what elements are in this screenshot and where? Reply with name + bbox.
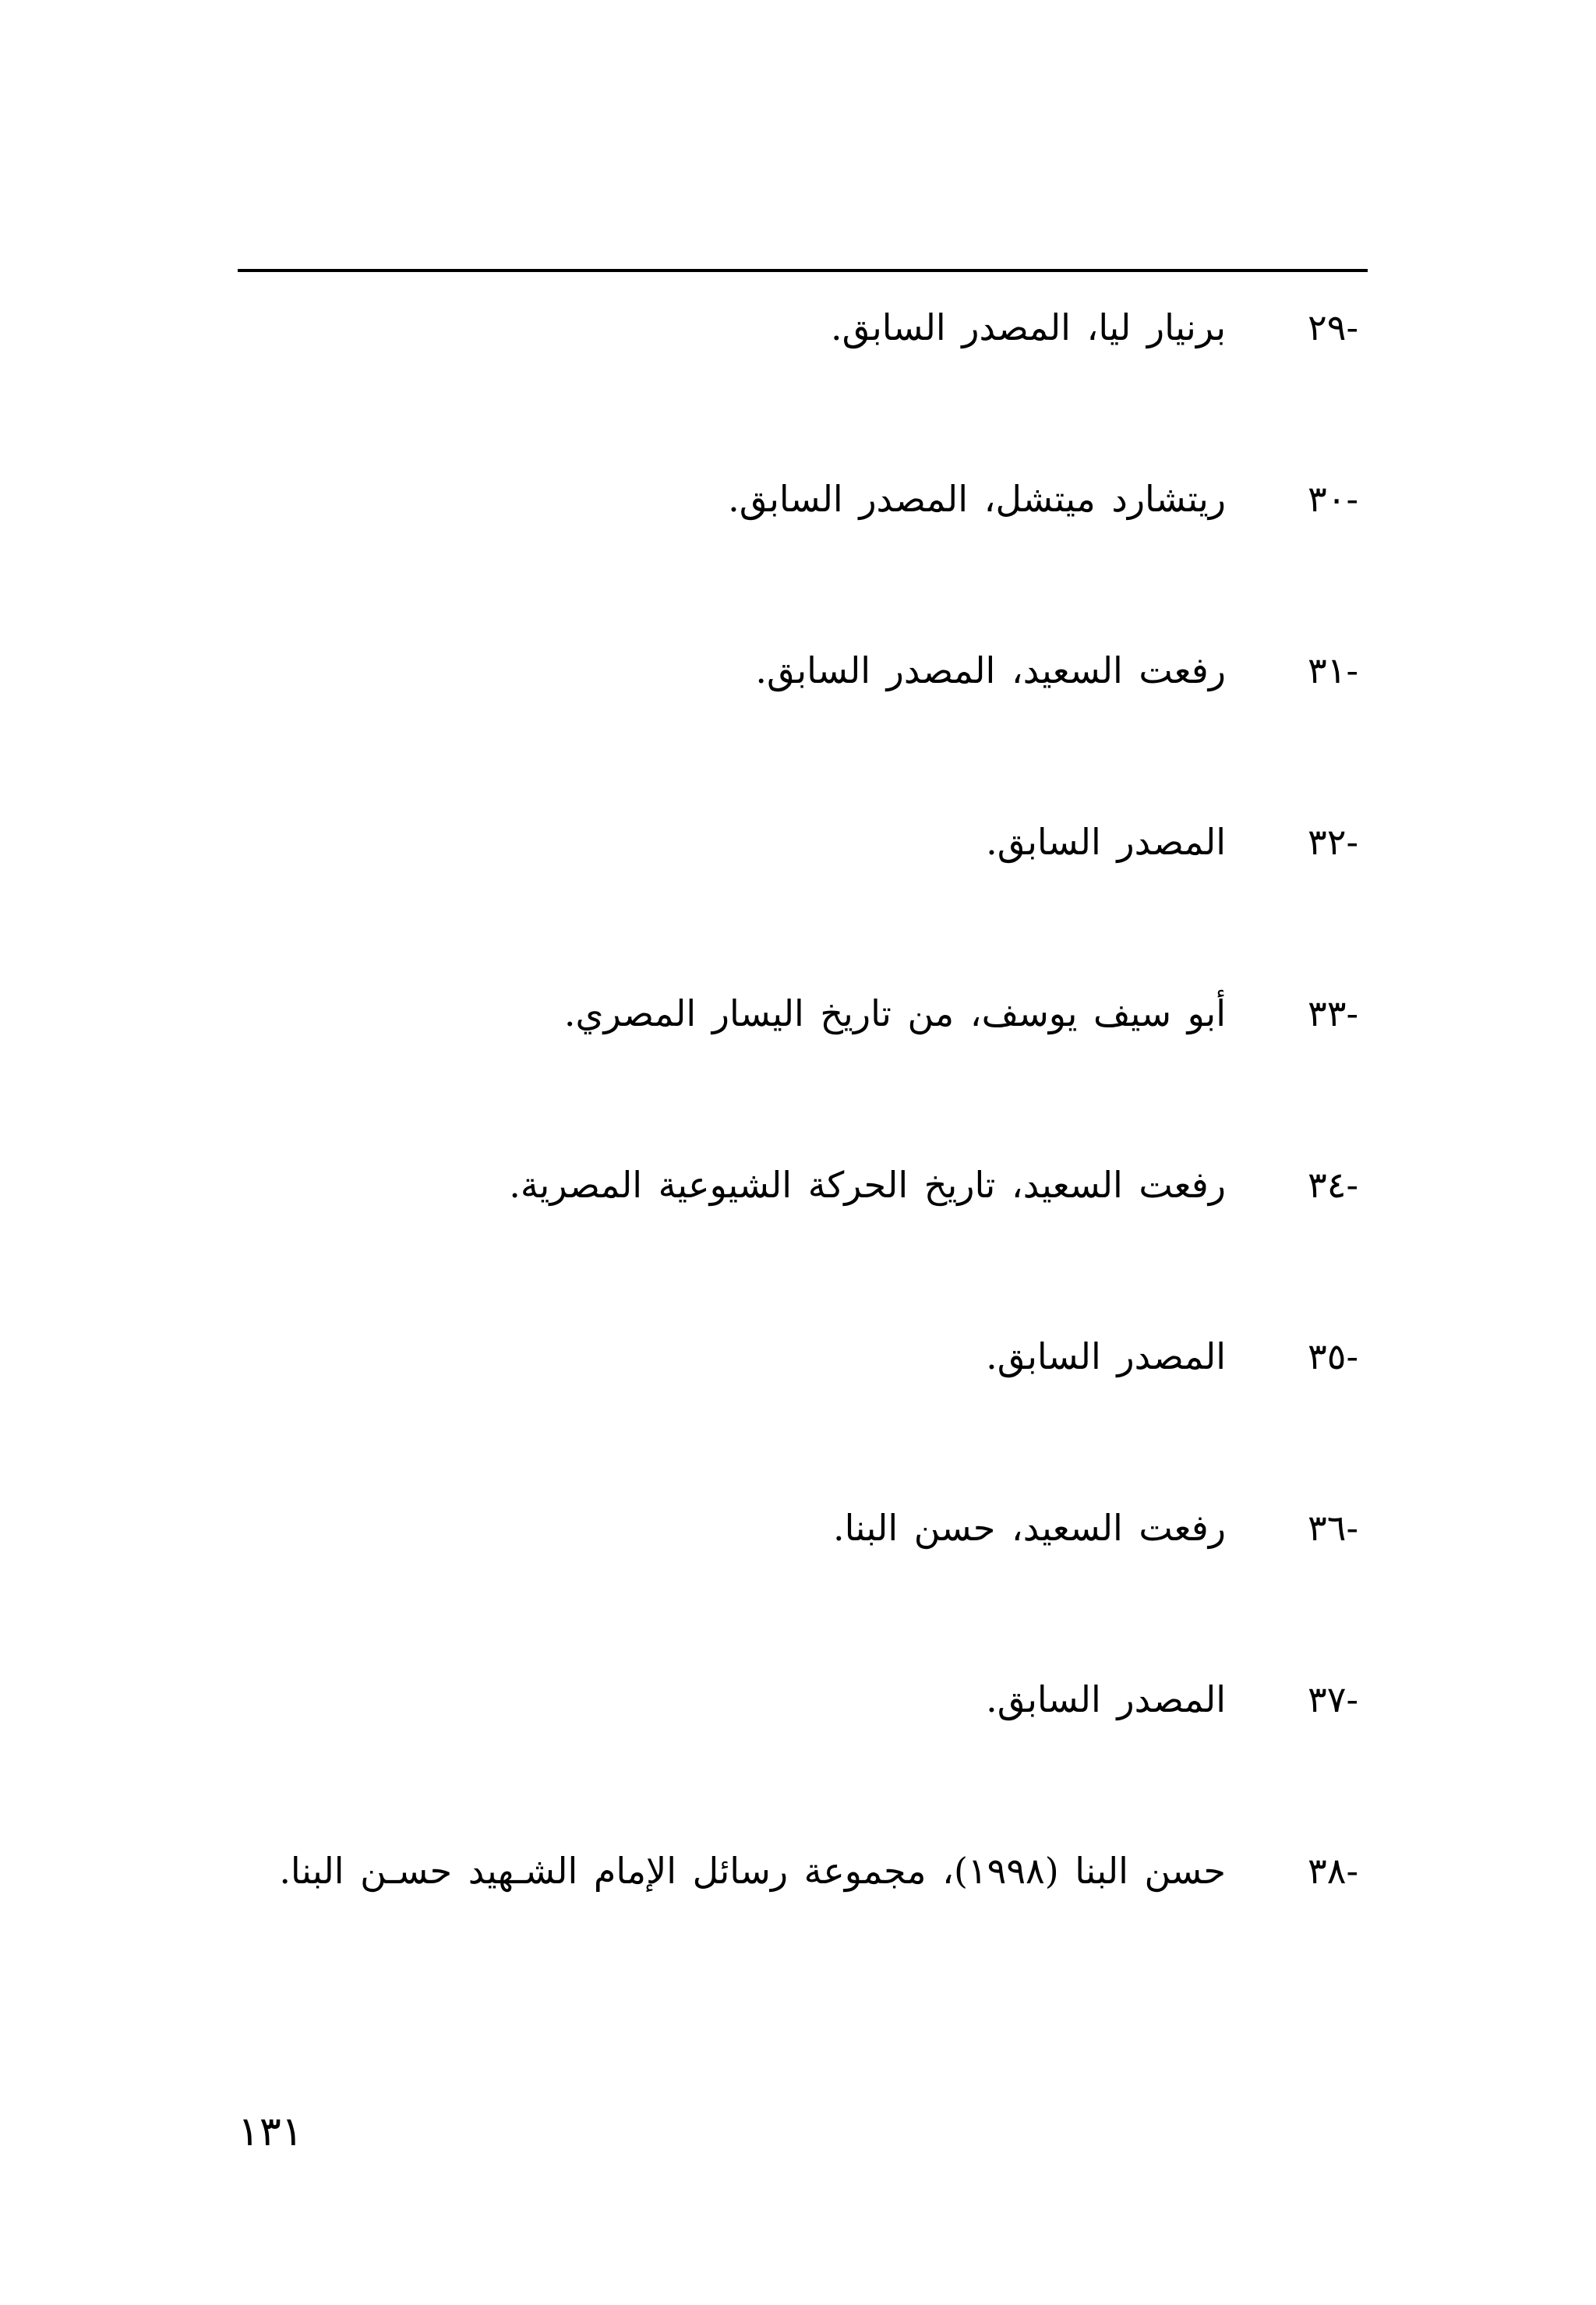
- footnote-31: [228, 643, 1358, 698]
- footnote-30: [228, 472, 1358, 526]
- footnote-number: -٣١: [1308, 649, 1358, 691]
- footnotes-list: [228, 300, 1358, 2027]
- footnote-number: -٣٥: [1308, 1335, 1358, 1377]
- footnote-separator-rule: [238, 269, 1368, 272]
- footnote-number: -٣٣: [1308, 992, 1358, 1034]
- footnote-number: -٣٨: [1308, 1850, 1358, 1892]
- footnote-number: -٣٠: [1308, 478, 1358, 520]
- footnote-34: [228, 1158, 1358, 1212]
- footnote-text: ريتشارد ميتشل، المصدر السابق.: [728, 478, 1226, 520]
- footnote-36: [228, 1501, 1358, 1555]
- footnote-text: المصدر السابق.: [986, 821, 1226, 863]
- footnote-text: برنيار ليا، المصدر السابق.: [831, 306, 1226, 348]
- footnote-text: رفعت السعيد، حسن البنا.: [832, 1507, 1226, 1549]
- footnote-text: المصدر السابق.: [986, 1335, 1226, 1377]
- footnote-37: [228, 1672, 1358, 1727]
- footnote-text: رفعت السعيد، تاريخ الحركة الشيوعية المصرية.: [509, 1164, 1226, 1206]
- footnote-text: رفعت السعيد، المصدر السابق.: [755, 649, 1226, 691]
- footnote-38: [228, 1844, 1358, 1910]
- footnote-29: [228, 300, 1358, 355]
- footnote-text: المصدر السابق.: [986, 1678, 1226, 1720]
- footnote-number: -٣٢: [1308, 821, 1358, 863]
- footnote-33: [228, 986, 1358, 1041]
- footnote-number: -٣٧: [1308, 1678, 1358, 1720]
- footnote-number: -٣٦: [1308, 1507, 1358, 1549]
- footnote-32: [228, 815, 1358, 869]
- footnote-number: -٢٩: [1308, 306, 1358, 348]
- footnote-text: أبو سيف يوسف، من تاريخ اليسار المصري.: [563, 992, 1226, 1034]
- footnote-35: [228, 1329, 1358, 1384]
- page-number: ١٣١: [238, 2109, 303, 2155]
- footnote-number: -٣٤: [1308, 1164, 1358, 1206]
- footnote-text: حسن البنا (١٩٩٨)، مجموعة رسائل الإمام الشـهيد حسـن البنا.: [279, 1850, 1226, 1892]
